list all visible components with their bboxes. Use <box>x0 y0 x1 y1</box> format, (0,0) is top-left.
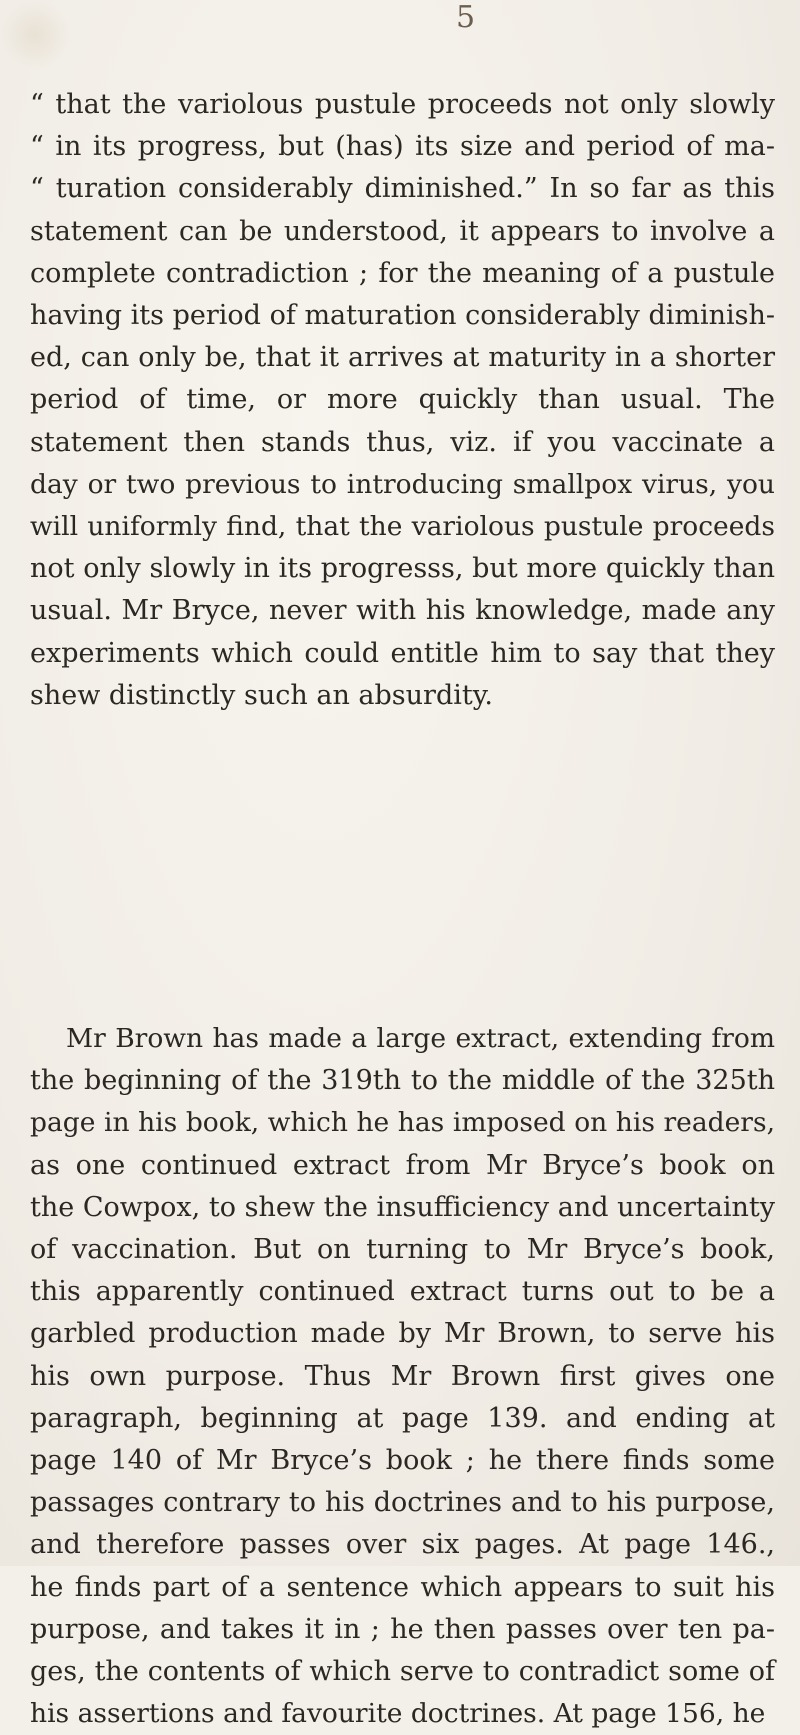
text-line: will uniformly find, that the variolous pustule proceeds <box>30 511 775 543</box>
text-line: Mr Brown has made a large extract, extending from <box>66 1023 775 1054</box>
text-line: and therefore passes over six pages. At page 146., <box>30 1529 775 1561</box>
text-line: “ that the variolous pustule proceeds not only slowly <box>30 89 775 120</box>
text-line: day or two previous to introducing smallpox virus, you <box>30 468 775 500</box>
paper-stain <box>0 0 70 70</box>
text-line: page 140 of Mr Bryce’s book ; he there finds some <box>30 1445 775 1477</box>
text-line: “ in its progress, but (has) its size and period of ma- <box>30 131 775 163</box>
text-line: his assertions and favourite doctrines. At page 156, he <box>30 1698 766 1730</box>
text-line: his own purpose. Thus Mr Brown first gives one <box>30 1360 775 1392</box>
text-line: of vaccination. But on turning to Mr Bryce’s book, <box>30 1234 775 1266</box>
text-line: the beginning of the 319th to the middle of the 325th <box>30 1065 775 1097</box>
text-line: the Cowpox, to shew the insufficiency and uncertainty <box>30 1191 775 1223</box>
text-line: purpose, and takes it in ; he then passes over ten pa- <box>30 1613 775 1645</box>
text-line: statement then stands thus, viz. if you vaccinate a <box>30 426 775 458</box>
text-line: ed, can only be, that it arrives at maturity in a shorter <box>30 342 775 374</box>
text-line: passages contrary to his doctrines and to his purpose, <box>30 1487 775 1519</box>
text-line: shew distinctly such an absurdity. <box>30 679 493 711</box>
text-line: statement can be understood, it appears to involve a <box>30 215 775 247</box>
text-line: he finds part of a sentence which appears to suit his <box>30 1571 775 1603</box>
text-line: this apparently continued extract turns out to be a <box>30 1276 775 1308</box>
text-line: garbled production made by Mr Brown, to serve his <box>30 1318 775 1350</box>
text-line: period of time, or more quickly than usual. The <box>30 384 775 416</box>
text-line: page in his book, which he has imposed on his readers, <box>30 1107 775 1139</box>
page-number: 5 <box>456 0 477 35</box>
text-line: experiments which could entitle him to say that they <box>30 637 775 669</box>
text-line: “ turation considerably diminished.” In so far as this <box>30 173 775 205</box>
text-line: having its period of maturation considerably diminish- <box>30 300 775 332</box>
text-line: ges, the contents of which serve to contradict some of <box>30 1656 775 1688</box>
text-line: complete contradiction ; for the meaning of a pustule <box>30 257 775 289</box>
text-line: as one continued extract from Mr Bryce’s book on <box>30 1149 775 1181</box>
text-line: not only slowly in its progresss, but more quickly than <box>30 553 775 585</box>
paragraph-2 <box>30 1018 775 1735</box>
text-line: usual. Mr Bryce, never with his knowledge, made any <box>30 595 775 627</box>
text-line: paragraph, beginning at page 139. and ending at <box>30 1402 775 1434</box>
paragraph-1 <box>30 84 775 717</box>
